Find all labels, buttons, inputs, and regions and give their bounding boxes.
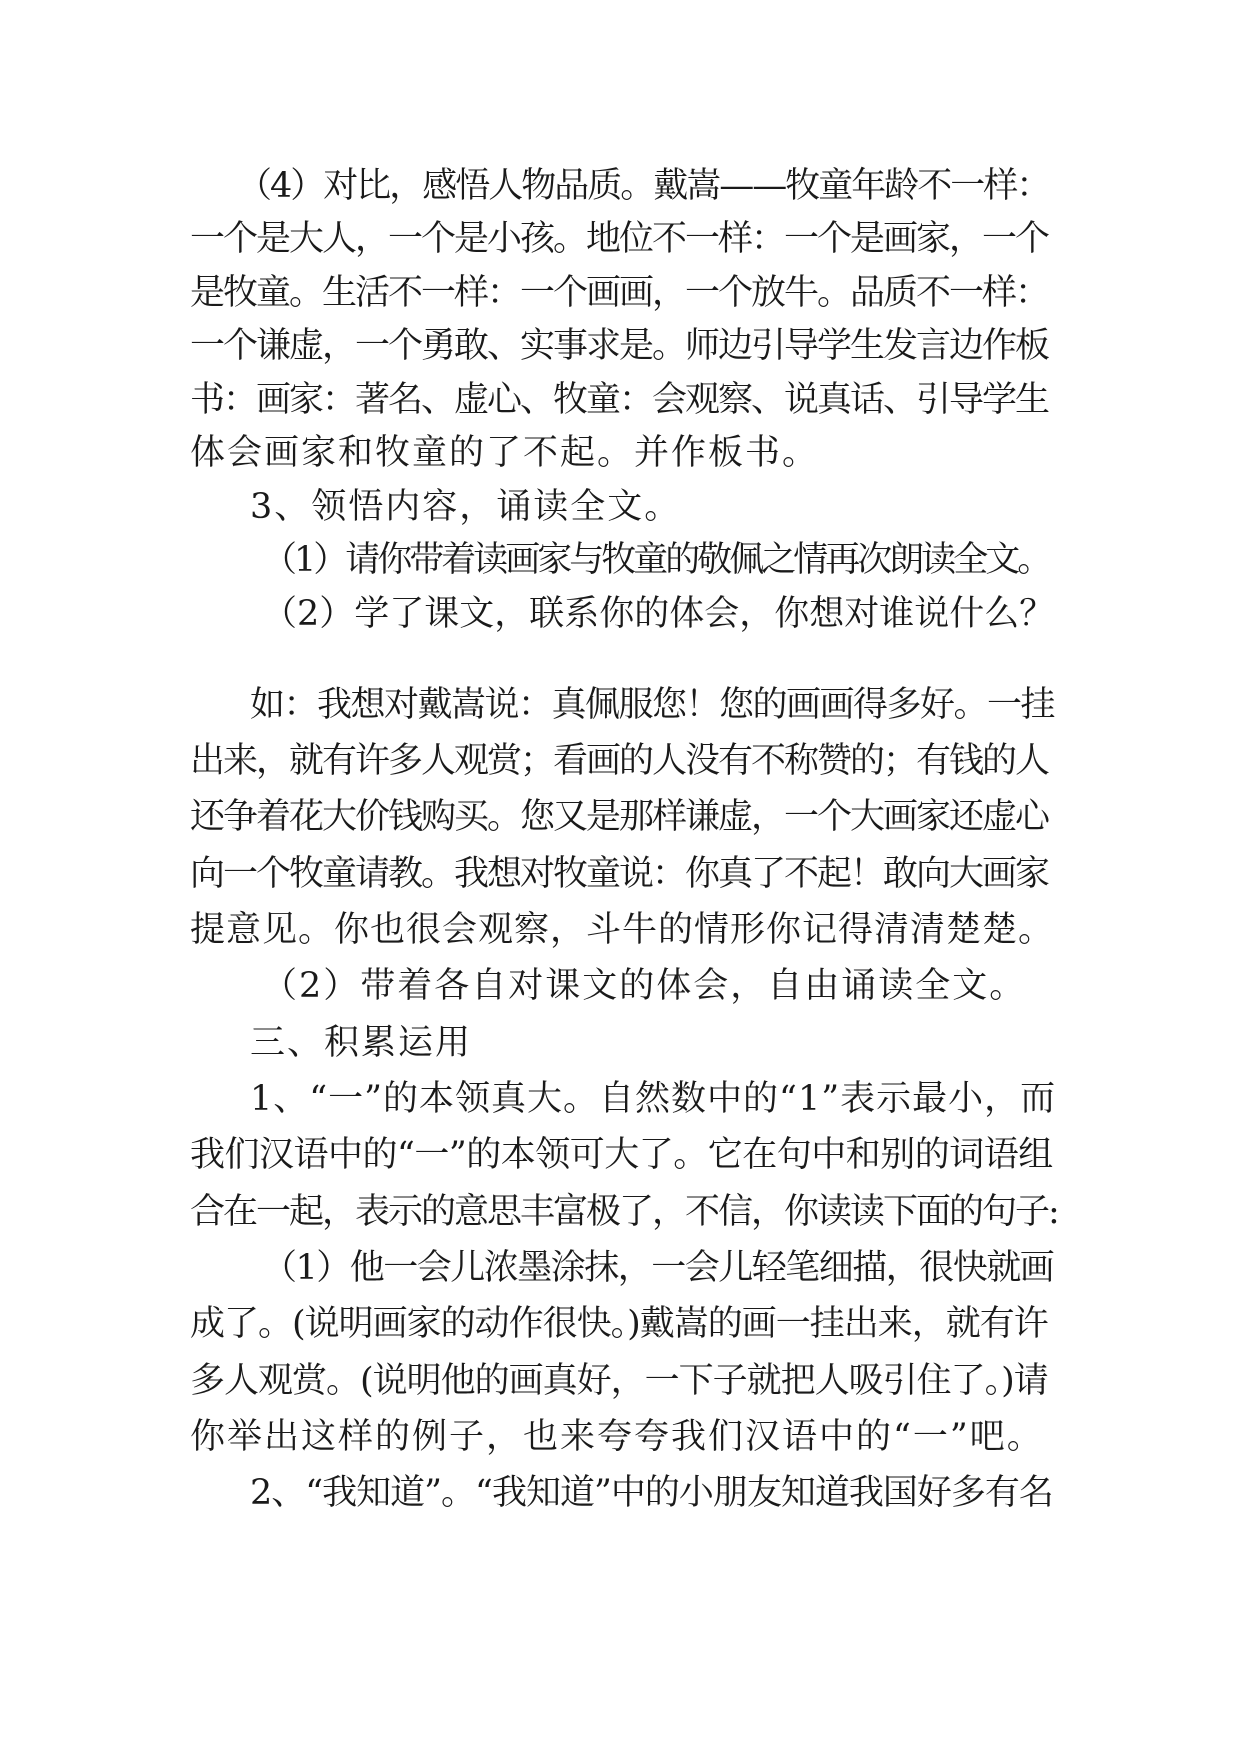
- paragraph-line-2: 一个是大人，一个是小孩。地位不一样：一个是画家，一个: [190, 219, 1049, 259]
- paragraph-line-4: 一个谦虚，一个勇敢、实事求是。师边引导学生发言边作板: [190, 326, 1049, 366]
- paragraph-line-24: 2、“我知道”。“我知道”中的小朋友知道我国好多有名: [250, 1473, 1053, 1513]
- paragraph-line-9: （2）学了课文，联系你的体会，你想对谁说什么？: [262, 594, 1055, 634]
- paragraph-line-17: 1、“一”的本领真大。自然数中的“1”表示最小，而: [250, 1079, 1057, 1119]
- paragraph-line-10: 如：我想对戴嵩说：真佩服您！您的画画得多好。一挂: [250, 685, 1055, 725]
- paragraph-line-11: 出来，就有许多人观赏；看画的人没有不称赞的；有钱的人: [190, 741, 1049, 781]
- paragraph-line-21: 成了。(说明画家的动作很快。)戴嵩的画一挂出来，就有许: [190, 1304, 1048, 1344]
- paragraph-line-6: 体会画家和牧童的了不起。并作板书。: [190, 433, 820, 473]
- paragraph-line-13: 向一个牧童请教。我想对牧童说：你真了不起！敢向大画家: [190, 854, 1049, 894]
- paragraph-line-14: 提意见。你也很会观察，斗牛的情形你记得清清楚楚。: [190, 910, 1055, 950]
- paragraph-line-1: （4）对比，感悟人物品质。戴嵩——牧童年龄不一样：: [237, 166, 1050, 206]
- paragraph-line-8: （1）请你带着读画家与牧童的敬佩之情再次朗读全文。: [262, 540, 1050, 580]
- paragraph-line-5: 书：画家：著名、虚心、牧童：会观察、说真话、引导学生: [190, 380, 1049, 420]
- paragraph-line-3: 是牧童。生活不一样：一个画画，一个放牛。品质不一样：: [190, 273, 1049, 313]
- section-heading-3: 3、领悟内容，诵读全文。: [250, 487, 682, 527]
- section-heading-three: 三、积累运用: [250, 1023, 473, 1063]
- paragraph-line-22: 多人观赏。(说明他的画真好，一下子就把人吸引住了。)请: [190, 1361, 1048, 1401]
- paragraph-line-20: （1）他一会儿浓墨涂抹，一会儿轻笔细描，很快就画: [262, 1248, 1054, 1288]
- paragraph-line-12: 还争着花大价钱购买。您又是那样谦虚，一个大画家还虚心: [190, 797, 1049, 837]
- paragraph-line-23: 你举出这样的例子，也来夸夸我们汉语中的“一”吧。: [190, 1417, 1044, 1457]
- paragraph-line-15: （2）带着各自对课文的体会，自由诵读全文。: [262, 966, 1027, 1006]
- paragraph-line-18: 我们汉语中的“一”的本领可大了。它在句中和别的词语组: [190, 1135, 1053, 1175]
- paragraph-line-19: 合在一起，表示的意思丰富极了，不信，你读读下面的句子:: [190, 1192, 1058, 1232]
